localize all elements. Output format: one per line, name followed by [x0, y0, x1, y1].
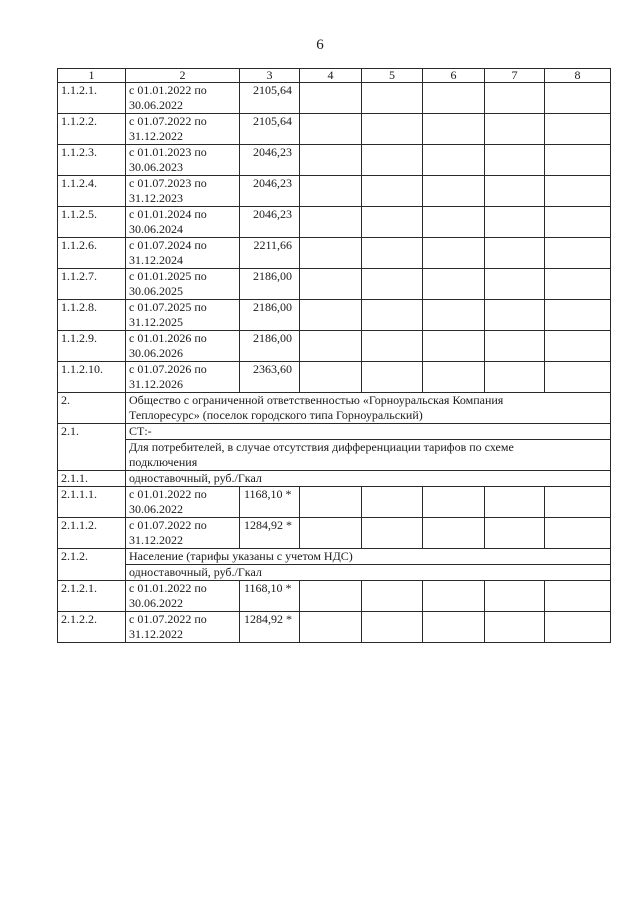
- tariff-value: 2363,60: [240, 362, 300, 393]
- period-from: с 01.01.2023 по: [129, 145, 207, 159]
- tariff-row: [58, 487, 611, 518]
- tariff-row: [58, 114, 611, 145]
- empty-cell: [423, 331, 485, 362]
- period-to: 30.06.2026: [129, 346, 183, 360]
- period-from: с 01.07.2023 по: [129, 176, 207, 190]
- empty-cell: [485, 612, 545, 643]
- empty-cell: [485, 114, 545, 145]
- tariff-value: 2186,00: [240, 269, 300, 300]
- empty-cell: [362, 145, 423, 176]
- tariff-value: 2186,00: [240, 300, 300, 331]
- empty-cell: [485, 362, 545, 393]
- row-code: 1.1.2.9.: [58, 331, 126, 362]
- empty-cell: [485, 145, 545, 176]
- period-cell: [126, 145, 240, 176]
- row-code: 2.1.1.2.: [58, 518, 126, 549]
- empty-cell: [300, 612, 362, 643]
- empty-cell: [423, 269, 485, 300]
- rate-label: одноставочный, руб./Гкал: [126, 565, 611, 581]
- column-number: 2: [126, 69, 240, 83]
- row-code: 1.1.2.4.: [58, 176, 126, 207]
- tariff-value: 2211,66: [240, 238, 300, 269]
- empty-cell: [423, 145, 485, 176]
- period-cell: [126, 114, 240, 145]
- empty-cell: [362, 300, 423, 331]
- period-to: 30.06.2022: [129, 98, 183, 112]
- empty-cell: [545, 581, 611, 612]
- row-code: 2.: [58, 393, 126, 424]
- column-number: 1: [58, 69, 126, 83]
- period-cell: [126, 269, 240, 300]
- period-cell: [126, 300, 240, 331]
- empty-cell: [300, 145, 362, 176]
- tariff-value: 1284,92 *: [240, 518, 300, 549]
- empty-cell: [300, 331, 362, 362]
- page-number: 6: [316, 37, 324, 53]
- empty-cell: [300, 114, 362, 145]
- period-cell: [126, 581, 240, 612]
- period-from: с 01.07.2024 по: [129, 238, 207, 252]
- empty-cell: [485, 207, 545, 238]
- tariff-row: [58, 331, 611, 362]
- empty-cell: [423, 207, 485, 238]
- empty-cell: [545, 269, 611, 300]
- empty-cell: [485, 83, 545, 114]
- row-code: 1.1.2.7.: [58, 269, 126, 300]
- empty-cell: [485, 300, 545, 331]
- empty-cell: [362, 362, 423, 393]
- row-code: 1.1.2.6.: [58, 238, 126, 269]
- empty-cell: [300, 238, 362, 269]
- organization-row: [58, 393, 611, 424]
- empty-cell: [300, 176, 362, 207]
- tariff-value: 2046,23: [240, 145, 300, 176]
- tariff-row: [58, 83, 611, 114]
- column-number-header-row: [58, 69, 611, 83]
- row-code: 1.1.2.3.: [58, 145, 126, 176]
- empty-cell: [300, 269, 362, 300]
- column-number: 3: [240, 69, 300, 83]
- period-from: с 01.07.2022 по: [129, 114, 207, 128]
- tariff-value: 1284,92 *: [240, 612, 300, 643]
- empty-cell: [423, 83, 485, 114]
- tariff-row: [58, 269, 611, 300]
- empty-cell: [423, 176, 485, 207]
- period-cell: [126, 362, 240, 393]
- empty-cell: [545, 612, 611, 643]
- period-from: с 01.01.2025 по: [129, 269, 207, 283]
- population-label: Население (тарифы указаны с учетом НДС): [126, 549, 611, 565]
- tariff-row: [58, 145, 611, 176]
- tariff-value: 2105,64: [240, 83, 300, 114]
- tariff-value: 1168,10 *: [240, 487, 300, 518]
- row-code: 1.1.2.10.: [58, 362, 126, 393]
- period-cell: [126, 83, 240, 114]
- tariff-value: 1168,10 *: [240, 581, 300, 612]
- column-number: 5: [362, 69, 423, 83]
- period-from: с 01.01.2026 по: [129, 331, 207, 345]
- period-to: 31.12.2024: [129, 253, 183, 267]
- consumers-label: Для потребителей, в случае отсутствия дифференциации тарифов по схеме подключения: [126, 440, 611, 471]
- empty-cell: [545, 207, 611, 238]
- row-code: 2.1.2.2.: [58, 612, 126, 643]
- empty-cell: [423, 238, 485, 269]
- column-number: 4: [300, 69, 362, 83]
- row-code: 1.1.2.8.: [58, 300, 126, 331]
- period-from: с 01.07.2025 по: [129, 300, 207, 314]
- period-cell: [126, 331, 240, 362]
- row-code: 1.1.2.5.: [58, 207, 126, 238]
- period-to: 31.12.2022: [129, 129, 183, 143]
- empty-cell: [485, 487, 545, 518]
- empty-cell: [545, 300, 611, 331]
- ct-label: СТ:-: [126, 424, 611, 440]
- period-to: 30.06.2025: [129, 284, 183, 298]
- empty-cell: [362, 518, 423, 549]
- empty-cell: [362, 612, 423, 643]
- empty-cell: [545, 83, 611, 114]
- period-to: 30.06.2023: [129, 160, 183, 174]
- empty-cell: [362, 269, 423, 300]
- period-to: 31.12.2022: [129, 533, 183, 547]
- empty-cell: [545, 238, 611, 269]
- empty-cell: [300, 581, 362, 612]
- tariff-value: 2046,23: [240, 176, 300, 207]
- period-from: с 01.07.2022 по: [129, 612, 207, 626]
- empty-cell: [545, 362, 611, 393]
- empty-cell: [423, 362, 485, 393]
- empty-cell: [423, 518, 485, 549]
- empty-cell: [423, 300, 485, 331]
- empty-cell: [362, 238, 423, 269]
- period-cell: [126, 487, 240, 518]
- empty-cell: [485, 581, 545, 612]
- tariff-row: [58, 581, 611, 612]
- tariff-row: [58, 518, 611, 549]
- column-number: 7: [485, 69, 545, 83]
- empty-cell: [300, 300, 362, 331]
- tariff-table: [57, 68, 611, 643]
- tariff-value: 2046,23: [240, 207, 300, 238]
- period-to: 30.06.2022: [129, 502, 183, 516]
- empty-cell: [300, 362, 362, 393]
- period-to: 31.12.2026: [129, 377, 183, 391]
- empty-cell: [545, 145, 611, 176]
- period-cell: [126, 207, 240, 238]
- tariff-row: [58, 176, 611, 207]
- population-row: [58, 549, 611, 565]
- empty-cell: [300, 518, 362, 549]
- period-from: с 01.01.2024 по: [129, 207, 207, 221]
- period-from: с 01.07.2022 по: [129, 518, 207, 532]
- empty-cell: [362, 176, 423, 207]
- tariff-row: [58, 207, 611, 238]
- empty-cell: [485, 331, 545, 362]
- consumers-row: [58, 440, 611, 471]
- row-code: 1.1.2.2.: [58, 114, 126, 145]
- empty-cell: [545, 518, 611, 549]
- organization-name: Общество с ограниченной ответственностью «Горноуральская Компания Теплоресурс» (поселок городского типа Горноуральский): [126, 393, 611, 424]
- empty-cell: [362, 83, 423, 114]
- ct-row: [58, 424, 611, 440]
- empty-cell: [485, 176, 545, 207]
- column-number: 6: [423, 69, 485, 83]
- empty-cell: [545, 176, 611, 207]
- row-code: 1.1.2.1.: [58, 83, 126, 114]
- empty-cell: [300, 207, 362, 238]
- row-code: 2.1.: [58, 424, 126, 471]
- empty-cell: [300, 487, 362, 518]
- empty-cell: [545, 114, 611, 145]
- tariff-row: [58, 238, 611, 269]
- period-from: с 01.01.2022 по: [129, 581, 207, 595]
- population-rate-row: [58, 565, 611, 581]
- empty-cell: [362, 114, 423, 145]
- empty-cell: [423, 581, 485, 612]
- period-to: 31.12.2025: [129, 315, 183, 329]
- period-cell: [126, 612, 240, 643]
- period-to: 30.06.2024: [129, 222, 183, 236]
- empty-cell: [362, 207, 423, 238]
- empty-cell: [300, 83, 362, 114]
- period-from: с 01.01.2022 по: [129, 487, 207, 501]
- row-code: 2.1.2.1.: [58, 581, 126, 612]
- rate-row: [58, 471, 611, 487]
- tariff-row: [58, 612, 611, 643]
- empty-cell: [362, 581, 423, 612]
- period-to: 31.12.2023: [129, 191, 183, 205]
- empty-cell: [423, 612, 485, 643]
- empty-cell: [545, 487, 611, 518]
- empty-cell: [423, 487, 485, 518]
- empty-cell: [485, 238, 545, 269]
- period-cell: [126, 176, 240, 207]
- column-number: 8: [545, 69, 611, 83]
- period-cell: [126, 518, 240, 549]
- period-cell: [126, 238, 240, 269]
- tariff-value: 2186,00: [240, 331, 300, 362]
- empty-cell: [545, 331, 611, 362]
- rate-label: одноставочный, руб./Гкал: [126, 471, 611, 487]
- period-to: 30.06.2022: [129, 596, 183, 610]
- empty-cell: [362, 331, 423, 362]
- period-from: с 01.01.2022 по: [129, 83, 207, 97]
- row-code: 2.1.1.: [58, 471, 126, 487]
- period-from: с 01.07.2026 по: [129, 362, 207, 376]
- row-code: 2.1.1.1.: [58, 487, 126, 518]
- tariff-row: [58, 300, 611, 331]
- empty-cell: [423, 114, 485, 145]
- period-to: 31.12.2022: [129, 627, 183, 641]
- row-code: 2.1.2.: [58, 549, 126, 581]
- tariff-row: [58, 362, 611, 393]
- tariff-value: 2105,64: [240, 114, 300, 145]
- empty-cell: [485, 518, 545, 549]
- empty-cell: [362, 487, 423, 518]
- empty-cell: [485, 269, 545, 300]
